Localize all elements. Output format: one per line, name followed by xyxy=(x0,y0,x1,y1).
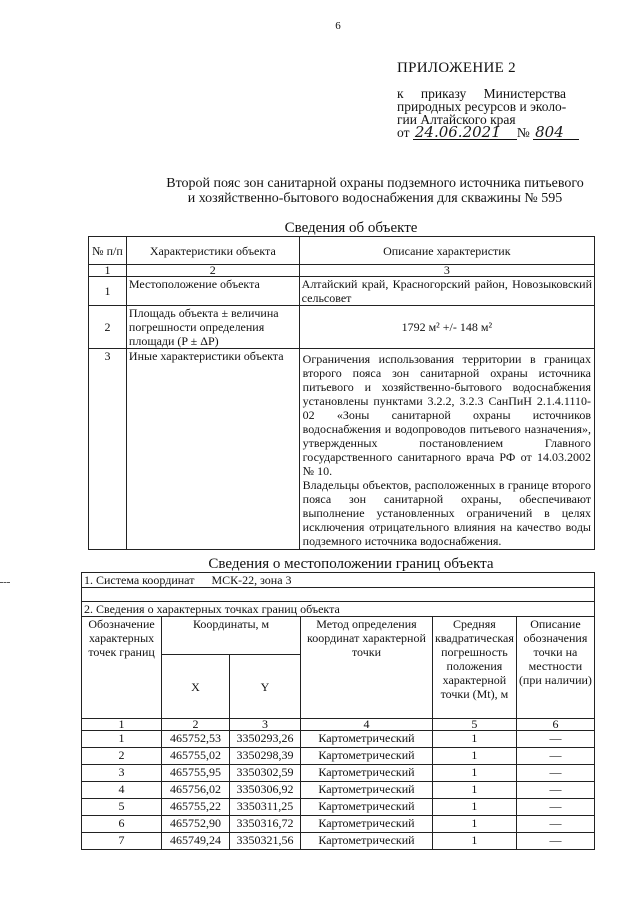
point-mt: 1 xyxy=(432,782,516,799)
title-line-2: и хозяйственно-бытового водоснабжения для скважины № 595 xyxy=(187,191,563,206)
point-x: 465755,95 xyxy=(162,765,230,782)
point-description: — xyxy=(516,782,594,799)
point-description: — xyxy=(516,816,594,833)
point-description: — xyxy=(516,799,594,816)
point-mt: 1 xyxy=(432,765,516,782)
point-y: 3350293,26 xyxy=(229,731,300,748)
point-x: 465755,02 xyxy=(162,748,230,765)
object-info-table xyxy=(88,236,595,550)
header-cell: Характеристики объекта xyxy=(126,237,299,265)
point-number: 6 xyxy=(82,816,162,833)
table-row xyxy=(82,833,595,850)
from-label: от xyxy=(397,125,410,140)
appendix-line-2: природных ресурсов и эколо- xyxy=(397,99,567,114)
point-number: 2 xyxy=(82,748,162,765)
row-number: 1 xyxy=(89,277,127,306)
point-y: 3350316,72 xyxy=(229,816,300,833)
column-number: 6 xyxy=(516,719,594,731)
column-number: 5 xyxy=(432,719,516,731)
table-row xyxy=(82,731,595,748)
handwritten-date: 24.06.2021 xyxy=(413,126,517,140)
table-row xyxy=(89,349,595,550)
point-mt: 1 xyxy=(432,748,516,765)
point-description: — xyxy=(516,833,594,850)
appendix-line-3: гии Алтайского края xyxy=(397,112,516,127)
point-description: — xyxy=(516,731,594,748)
title-line-1: Второй пояс зон санитарной охраны подземного источника питьевого xyxy=(166,176,584,191)
point-method: Картометрический xyxy=(301,799,433,816)
column-number-row xyxy=(82,719,595,731)
column-number: 4 xyxy=(301,719,433,731)
point-number: 4 xyxy=(82,782,162,799)
column-number: 3 xyxy=(229,719,300,731)
point-x: 465756,02 xyxy=(162,782,230,799)
point-method: Картометрический xyxy=(301,748,433,765)
point-y: 3350302,59 xyxy=(229,765,300,782)
table-row xyxy=(89,277,595,306)
table-row xyxy=(89,306,595,349)
header-method: Метод определения координат характерной точки xyxy=(301,617,433,719)
point-y: 3350298,39 xyxy=(229,748,300,765)
appendix-line-1: к приказу Министерства xyxy=(397,86,567,101)
boundaries-header-row xyxy=(82,617,595,655)
points-label: 2. Сведения о характерных точках границ объекта xyxy=(82,602,595,617)
column-number: 3 xyxy=(299,265,594,277)
row-description: Алтайский край, Красногорский район, Новозыковский сельсовет xyxy=(299,277,594,306)
number-label: № xyxy=(516,125,530,140)
page-number: 6 xyxy=(335,20,341,32)
header-description: Описание обозначения точки на местности (при наличии) xyxy=(516,617,594,719)
row-number: 2 xyxy=(89,306,127,349)
point-description: — xyxy=(516,765,594,782)
description-paragraph-2: Владельцы объектов, расположенных в границе второго пояса зон санитарной охраны, обеспечивают выполнение установленных ограничений в целях исключения отрицательного влияния на качество воды подземного источника водоснабжения. xyxy=(302,478,591,548)
boundaries-table xyxy=(81,572,595,850)
cut-mark xyxy=(0,582,10,583)
point-mt: 1 xyxy=(432,731,516,748)
row-name: Иные характеристики объекта xyxy=(126,349,299,550)
table-row xyxy=(82,748,595,765)
header-y: Y xyxy=(229,655,300,719)
row-description xyxy=(299,349,594,550)
row-name: Площадь объекта ± величина погрешности определения площади (P ± ΔP) xyxy=(126,306,299,349)
point-description: — xyxy=(516,748,594,765)
point-y: 3350321,56 xyxy=(229,833,300,850)
column-number: 1 xyxy=(89,265,127,277)
boundaries-heading: Сведения о местоположении границ объекта xyxy=(208,556,494,572)
point-method: Картометрический xyxy=(301,731,433,748)
spacer-cell xyxy=(82,588,595,602)
point-x: 465752,90 xyxy=(162,816,230,833)
column-number-row xyxy=(89,265,595,277)
point-x: 465755,22 xyxy=(162,799,230,816)
coord-system xyxy=(82,573,595,588)
header-accuracy: Средняя квадратическая погрешность положения характерной точки (Mt), м xyxy=(432,617,516,719)
table-header-row xyxy=(89,237,595,265)
point-method: Картометрический xyxy=(301,765,433,782)
point-method: Картометрический xyxy=(301,782,433,799)
point-y: 3350311,25 xyxy=(229,799,300,816)
row-number: 3 xyxy=(89,349,127,550)
header-coords: Координаты, м xyxy=(162,617,301,655)
row-name: Местоположение объекта xyxy=(126,277,299,306)
point-x: 465752,53 xyxy=(162,731,230,748)
document-title xyxy=(100,176,640,206)
description-paragraph-1: Ограничения использования территории в границах второго пояса зон санитарной охраны источника питьевого и хозяйственно-бытового водоснабжения установлены пунктами 3.2.2, 3.2.3 СанПиН 2.1.4.1110-02 «Зоны санитарной охраны источников водоснабжения и водопроводов питьевого назначения», утвержденных постановлением Главного государственного санитарного врача РФ от 14.03.2002 № 10. xyxy=(302,352,591,478)
object-info-heading: Сведения об объекте xyxy=(284,220,418,236)
point-x: 465749,24 xyxy=(162,833,230,850)
point-number: 3 xyxy=(82,765,162,782)
coord-system-row xyxy=(82,573,595,588)
appendix-order-line xyxy=(397,123,579,141)
handwritten-number: 804 xyxy=(533,126,579,140)
spacer-row xyxy=(82,588,595,602)
column-number: 1 xyxy=(82,719,162,731)
column-number: 2 xyxy=(126,265,299,277)
point-mt: 1 xyxy=(432,833,516,850)
table-row xyxy=(82,816,595,833)
point-number: 7 xyxy=(82,833,162,850)
point-number: 1 xyxy=(82,731,162,748)
table-row xyxy=(82,782,595,799)
header-x: X xyxy=(162,655,230,719)
point-mt: 1 xyxy=(432,816,516,833)
appendix-title: ПРИЛОЖЕНИЕ 2 xyxy=(397,60,516,76)
table-row xyxy=(82,765,595,782)
header-designation: Обозначение характерных точек границ xyxy=(82,617,162,719)
coord-system-label: 1. Система координат xyxy=(84,573,195,587)
header-cell: № п/п xyxy=(89,237,127,265)
point-y: 3350306,92 xyxy=(229,782,300,799)
row-description: 1792 м² +/- 148 м² xyxy=(299,306,594,349)
header-cell: Описание характеристик xyxy=(299,237,594,265)
points-label-row xyxy=(82,602,595,617)
column-number: 2 xyxy=(162,719,230,731)
point-method: Картометрический xyxy=(301,833,433,850)
point-mt: 1 xyxy=(432,799,516,816)
table-row xyxy=(82,799,595,816)
point-number: 5 xyxy=(82,799,162,816)
coord-system-value: МСК-22, зона 3 xyxy=(211,573,292,587)
point-method: Картометрический xyxy=(301,816,433,833)
